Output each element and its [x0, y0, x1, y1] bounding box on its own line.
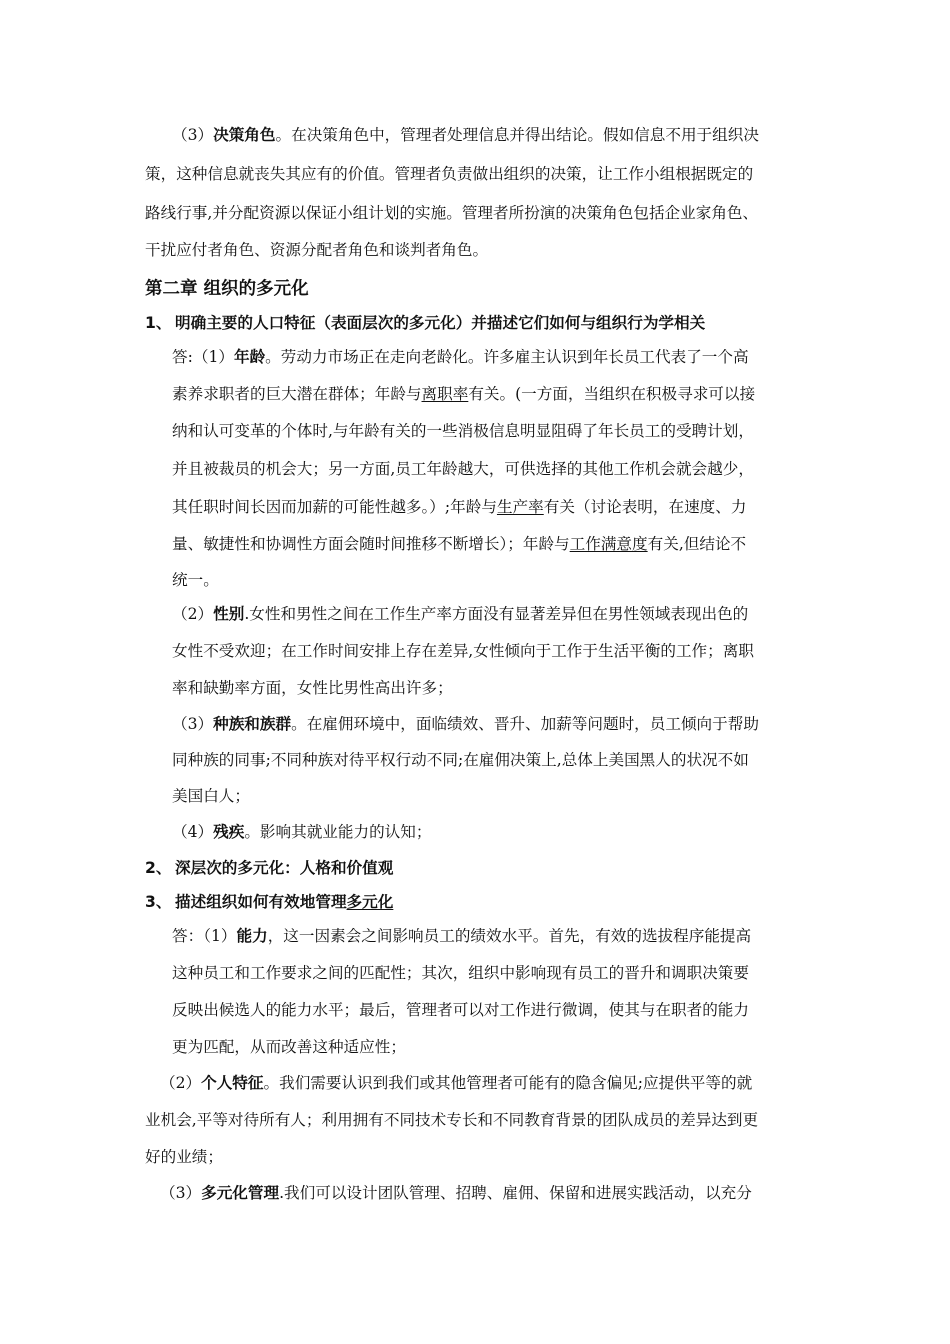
answer-1-race-line-2: 同种族的同事;不同种族对待平权行动不同;在雇佣决策上,总体上美国黑人的状况不如	[172, 751, 749, 769]
answer-1-age-line-1: 答:（1）年龄。劳动力市场正在走向老龄化。许多雇主认识到年长员工代表了一个高	[172, 348, 749, 366]
answer-1-age-line-3: 纳和认可变革的个体时,与年龄有关的一些消极信息明显阻碍了年长员工的受聘计划，	[172, 422, 754, 440]
answer-1-disability-line: （4）残疾。影响其就业能力的认知；	[172, 823, 432, 841]
turnover-term: 离职率	[421, 385, 469, 403]
answer-3-personal-line-3: 好的业绩；	[145, 1148, 223, 1166]
answer-1-gender-line-2: 女性不受欢迎；在工作时间安排上存在差异,女性倾向于工作于生活平衡的工作；离职	[172, 642, 754, 660]
answer-1-age-line-6: 量、敏捷性和协调性方面会随时间推移不断增长）；年龄与工作满意度有关,但结论不	[172, 535, 747, 553]
answer-1-gender-line-1: （2）性别.女性和男性之间在工作生产率方面没有显著差异但在男性领域表现出色的	[172, 605, 749, 623]
age-term: 年龄	[233, 348, 266, 366]
decision-role-line-3: 路线行事,并分配资源以保证小组计划的实施。管理者所扮演的决策角色包括企业家角色、	[145, 204, 759, 222]
personal-traits-term: 个人特征	[201, 1074, 264, 1092]
answer-3-personal-line-1: （2）个人特征。我们需要认识到我们或其他管理者可能有的隐含偏见;应提供平等的就	[160, 1074, 753, 1092]
question-2-heading	[145, 856, 393, 878]
diversity-management-term: 多元化管理	[201, 1184, 280, 1202]
answer-1-age-line-7: 统一。	[172, 571, 219, 589]
answer-3-personal-line-2: 业机会,平等对待所有人；利用拥有不同技术专长和不同教育背景的团队成员的差异达到更	[145, 1111, 759, 1129]
answer-3-management-line-1: （3）多元化管理.我们可以设计团队管理、招聘、雇佣、保留和进展实践活动，以充分	[160, 1184, 752, 1202]
disability-term: 残疾	[213, 823, 245, 841]
productivity-term: 生产率	[496, 498, 544, 516]
answer-1-age-line-4: 并且被裁员的机会大；另一方面,员工年龄越大，可供选择的其他工作机会就会越少，	[172, 460, 754, 478]
answer-3-ability-line-2: 这种员工和工作要求之间的匹配性；其次，组织中影响现有员工的晋升和调职决策要	[172, 964, 749, 982]
question-1-number: 1、	[145, 314, 172, 332]
question-1-title: 明确主要的人口特征（表面层次的多元化）并描述它们如何与组织行为学相关	[175, 314, 706, 332]
answer-1-gender-line-3: 率和缺勤率方面，女性比男性高出许多；	[172, 679, 453, 697]
job-satisfaction-term: 工作满意度	[569, 535, 648, 553]
race-term: 种族和族群	[213, 715, 292, 733]
answer-1-age-line-5: 其任职时间长因而加薪的可能性越多。）;年龄与生产率有关（讨论表明，在速度、力	[172, 498, 747, 516]
answer-3-ability-line-4: 更为匹配，从而改善这种适应性；	[172, 1038, 406, 1056]
diversity-term: 多元化	[346, 893, 394, 911]
question-2-number: 2、	[145, 859, 172, 877]
decision-role-line-4: 干扰应付者角色、资源分配者角色和谈判者角色。	[145, 241, 489, 259]
decision-role-line-2: 策，这种信息就丧失其应有的价值。管理者负责做出组织的决策，让工作小组根据既定的	[145, 165, 754, 183]
question-2-title: 深层次的多元化：人格和价值观	[175, 859, 394, 877]
answer-1-race-line-1: （3）种族和族群。在雇佣环境中，面临绩效、晋升、加薪等问题时，员工倾向于帮助	[172, 715, 759, 733]
question-3-heading	[145, 890, 393, 912]
question-3-number: 3、	[145, 893, 172, 911]
ability-term: 能力	[236, 927, 268, 945]
answer-1-race-line-3: 美国白人；	[172, 787, 250, 805]
question-3-title: 描述组织如何有效地管理	[175, 893, 347, 911]
answer-3-ability-line-1: 答：（1）能力，这一因素会之间影响员工的绩效水平。首先，有效的选拔程序能提高	[172, 927, 752, 945]
gender-term: 性别	[213, 605, 245, 623]
answer-3-ability-line-3: 反映出候选人的能力水平；最后，管理者可以对工作进行微调，使其与在职者的能力	[172, 1001, 749, 1019]
decision-role-term: 决策角色	[213, 126, 276, 144]
chapter-title: 第二章 组织的多元化	[145, 279, 309, 299]
question-1-heading	[145, 311, 705, 333]
decision-role-line-1: （3）决策角色。在决策角色中，管理者处理信息并得出结论。假如信息不用于组织决	[172, 126, 759, 144]
answer-1-age-line-2: 素养求职者的巨大潜在群体；年龄与离职率有关。(一方面，当组织在积极寻求可以接	[172, 385, 756, 403]
